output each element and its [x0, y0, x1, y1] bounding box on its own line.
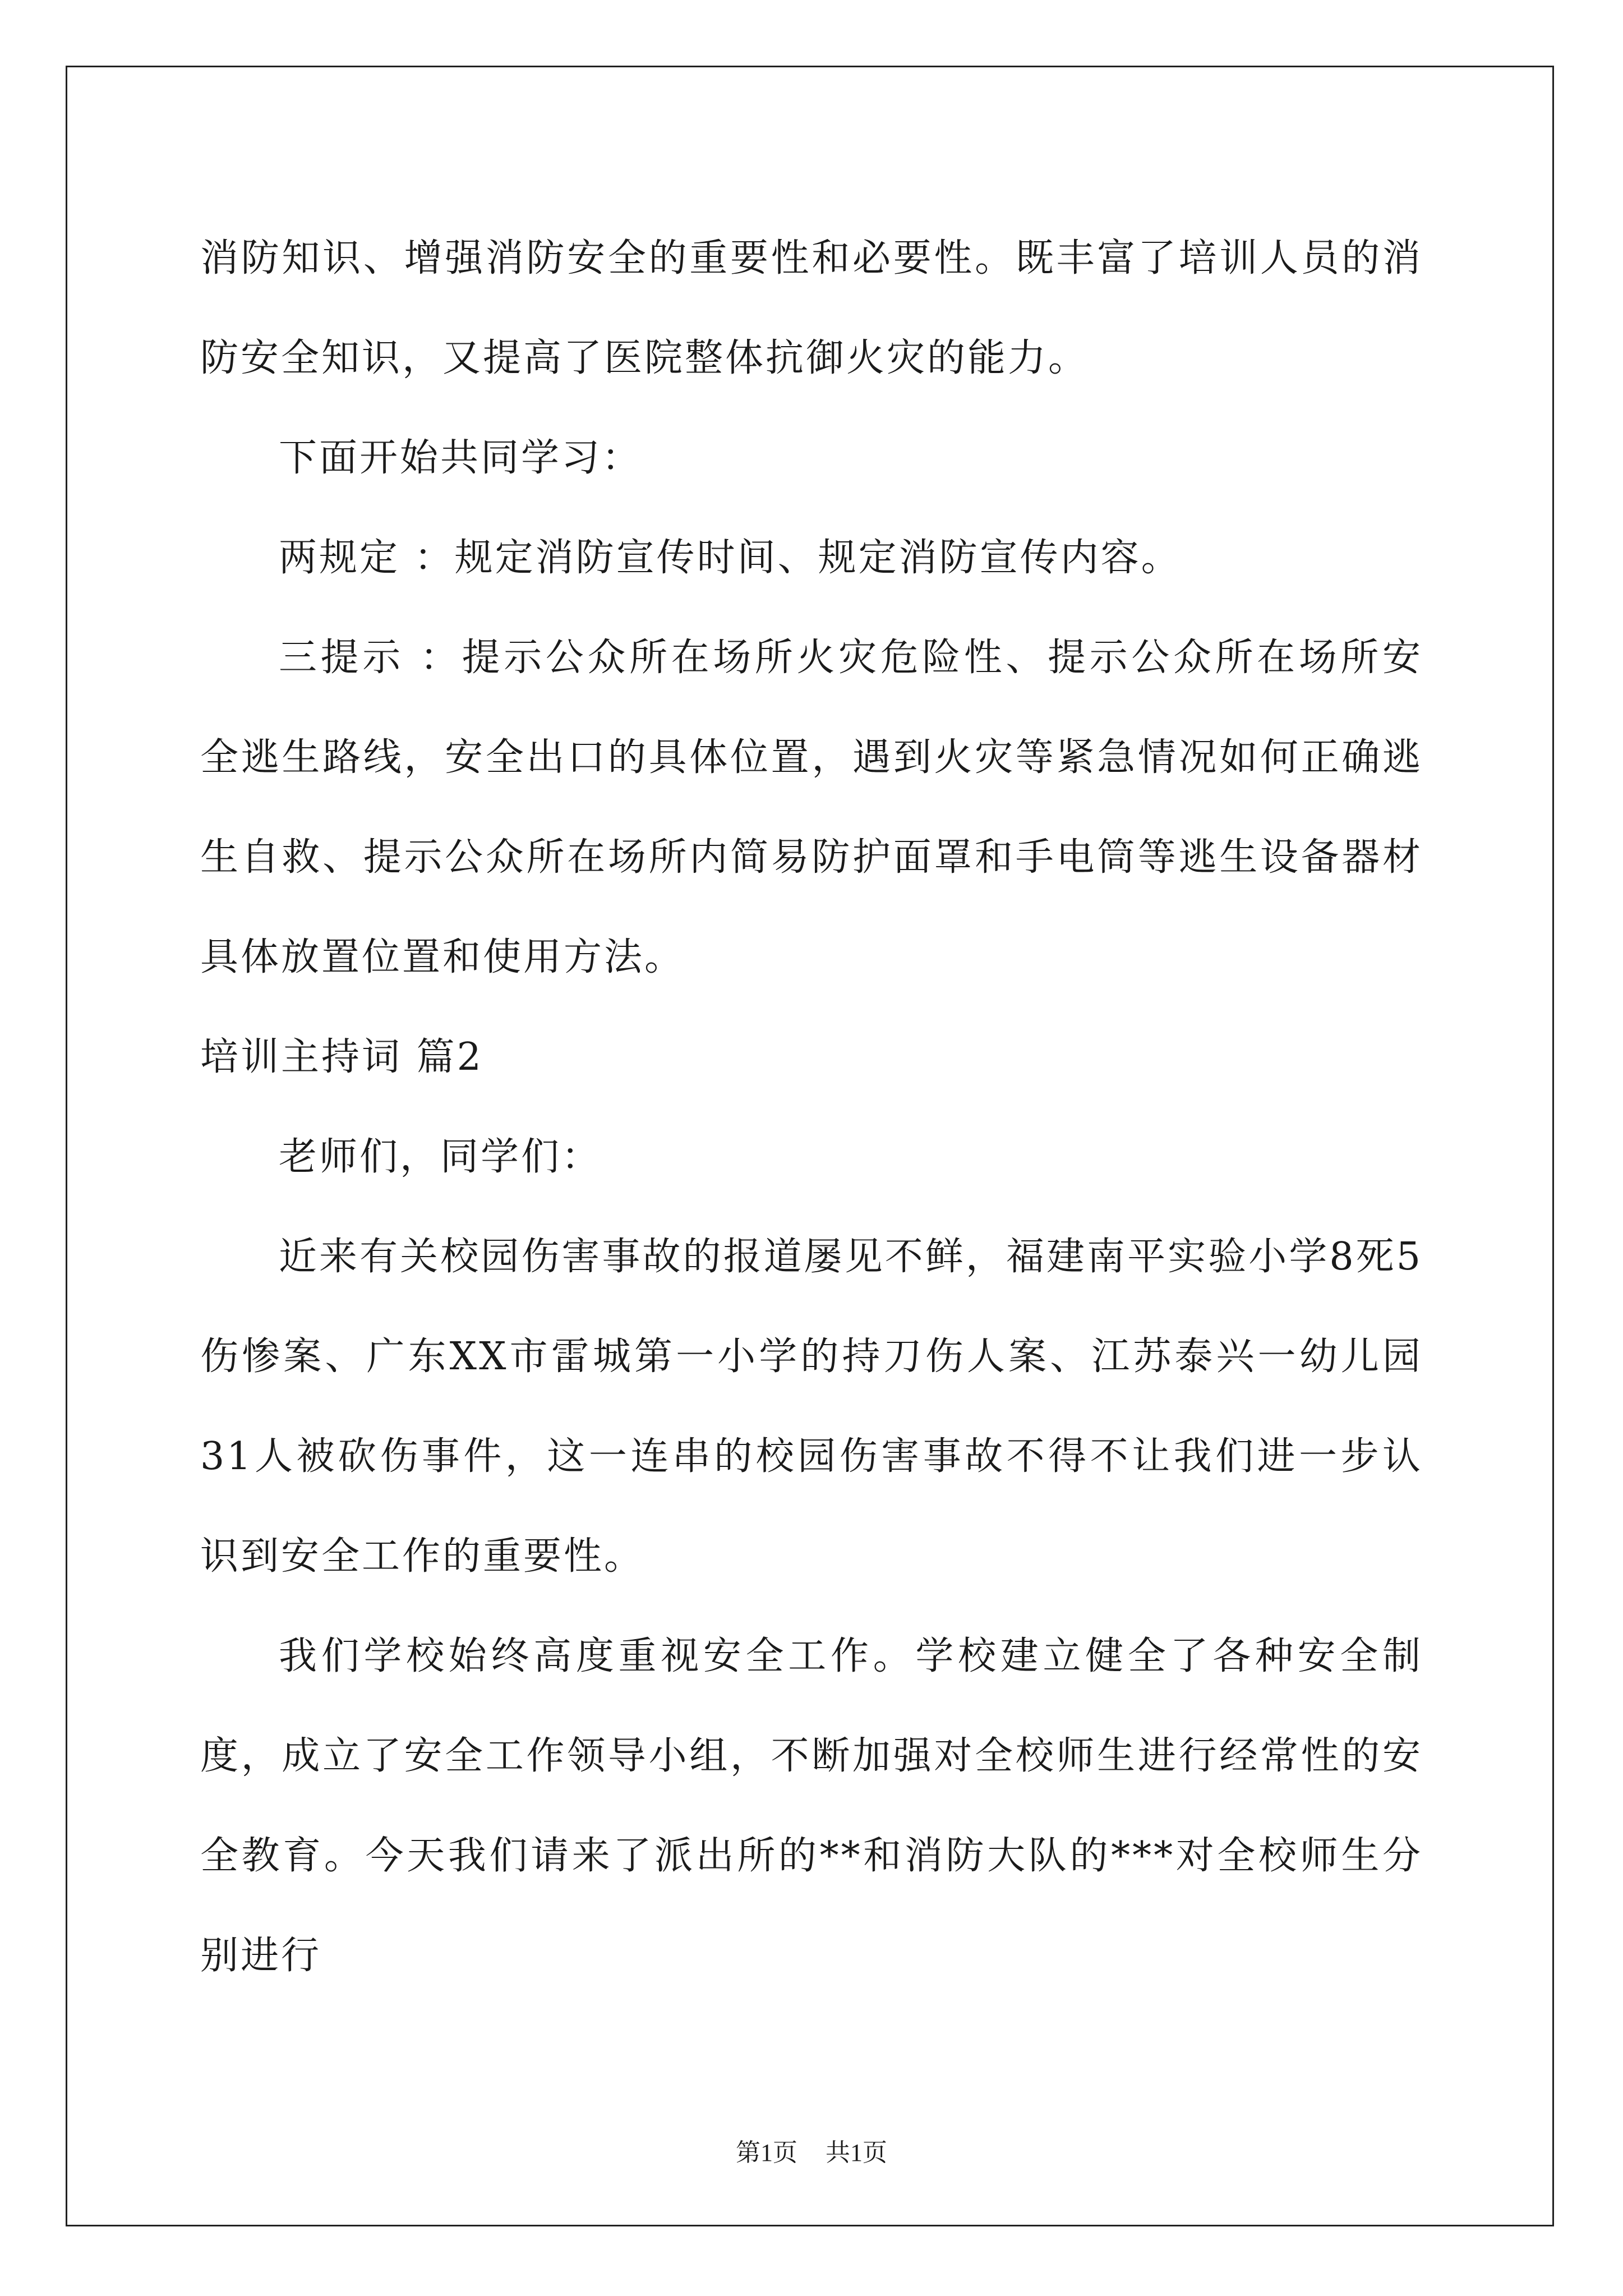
page-number: 第1页 — [736, 2139, 797, 2166]
paragraph-incidents: 近来有关校园伤害事故的报道屡见不鲜，福建南平实验小学8死5伤惨案、广东XX市雷城第一小学的持刀伤人案、江苏泰兴一幼儿园31人被砍伤事件，这一连串的校园伤害事故不得不让我们进一步认识到安全工作的重要性。 — [200, 1235, 1423, 1579]
paragraph-greeting: 老师们，同学们： — [279, 1135, 602, 1179]
section-heading: 培训主持词 篇2 — [200, 1035, 483, 1079]
paragraph-three-tips: 三提示 ：提示公众所在场所火灾危险性、提示公众所在场所安全逃生路线，安全出口的具体位置，遇到火灾等紧急情况如何正确逃生自救、提示公众所在场所内简易防护面罩和手电筒等逃生设备器材具体放置位置和使用方法。 — [200, 636, 1423, 979]
paragraph-start-learning: 下面开始共同学习： — [279, 436, 643, 480]
paragraph-two-rules: 两规定 ：规定消防宣传时间、规定消防宣传内容。 — [279, 536, 1182, 580]
paragraph-school-safety: 我们学校始终高度重视安全工作。学校建立健全了各种安全制度，成立了安全工作领导小组，不断加强对全校师生进行经常性的安全教育。今天我们请来了派出所的**和消防大队的***对全校师生分别进行 — [200, 1634, 1423, 1978]
paragraph-intro-continuation: 消防知识、增强消防安全的重要性和必要性。既丰富了培训人员的消防安全知识，又提高了医院整体抗御火灾的能力。 — [200, 236, 1423, 380]
document-body — [200, 209, 1423, 2006]
page-total: 共1页 — [826, 2139, 887, 2166]
page-footer — [0, 2136, 1623, 2170]
